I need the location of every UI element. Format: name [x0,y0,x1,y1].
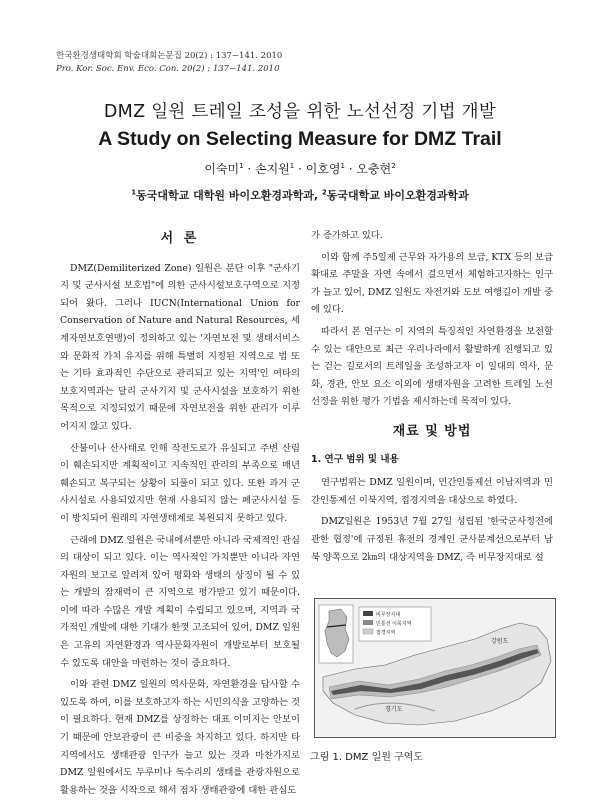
figure-caption [0,748,600,763]
legend-item-2: 민통선 이북지역 [376,621,412,627]
inset-map [319,605,353,663]
section-heading-introduction: 서 론 [160,231,200,246]
map-legend [359,607,431,641]
author-list: 이숙미$^1$ · 손지원$^1$ · 이호영$^1$ · 오충현$^2$ [204,162,396,176]
author-2-sup: 1 [289,162,295,170]
author-1: 이숙미 [204,162,240,176]
author-4-sup: 2 [391,162,396,170]
paragraph: DMZ일원은 1953년 7월 27일 성립된 '한국군사정전에 관한 협정'에 규정된 휴전의 경계인 군사분계선으로부터 남북 양쪽으로 2㎞의 대상지역을 DMZ, 즉 비무장지대로 설 [311,516,553,563]
affiliation-1: 동국대학교 대학원 바이오환경과학과, [136,189,322,202]
affiliation: $^1$동국대학교 대학원 바이오환경과학과, $^2$동국대학교 바이오환경과학과 [131,188,469,202]
subsection-heading: 1. 연구 범위 및 내용 [311,453,399,465]
paragraph: DMZ(Demiliterized Zone) 일원은 분단 이후 "군사기지 및 군사시설 보호법"에 의한 군사시설보호구역으로 지정되어 왔다. 그러나 IUCN(International Union for Conservation of Nature and Natural Resources, 세계자연보호연맹)이 정의하고 있는 '자연보전 및 생태서비스와 문화적 가치 유지를 위해 특별히 지정된 지역으로 법 또는 기타 효과적인 수단으로 관리되고 있는 지역'인 여타의 보호지역과는 달리 군사기지 및 군사시설을 보호하기 위한 목적으로 지정되었기 때문에 자연보전을 위한 관리가 이루어지지 않고 있다. [60,262,300,432]
right-column [311,227,553,570]
author-2: 손지원 [255,162,290,176]
paragraph: 이와 관련 DMZ 일원의 역사문화, 자연환경을 답사할 수 있도록 하여, 이를 보호하고자 하는 시민의식을 고양하는 것이 필요하다. 현재 DMZ를 상징하는 대표 이미지는 안보이기 때문에 안보관광이 큰 비중을 차지하고 있다. 하지만 타 지역에서도 생태관광 인구가 늘고 있는 것과 마찬가지로 DMZ 일원에서도 두루미나 독수리의 생태를 관광자원으로 활용하는 것을 시작으로 해서 점차 생태관광에 대한 관심도 [60,679,300,796]
figure-caption-text: 그림 1. DMZ 일원 구역도 [310,752,424,763]
author-4: 오충현 [356,162,392,176]
left-column [60,226,300,803]
paper-title-en: A Study on Selecting Measure for DMZ Trail [98,128,502,150]
section-heading-methods: 재료 및 방법 [392,423,472,439]
legend-item-3: 접경지역 [376,630,396,636]
paragraph: 따라서 본 연구는 이 지역의 특징적인 자연환경을 보전할 수 있는 대안으로 최근 우리나라에서 활발하게 진행되고 있는 걷는 길로서의 트레일을 조성하고자 이 일대의 역사, 문화, 경관, 안보 요소 이외에 생태자원을 고려한 트레일 노선 선정을 위한 평가 기법을 제시하는데 목적이 있다. [311,325,553,408]
region-label-gyeonggi: 경기도 [385,706,403,713]
author-1-sup: 1 [239,162,244,170]
author-3: 이호영 [305,162,341,176]
figure-dmz-map [314,598,556,738]
paragraph: 가 증가하고 있다. [311,230,383,241]
dmz-map-graphic [315,599,555,737]
paragraph: 연구범위는 DMZ 일원이며, 민간인통제선 이남지역과 민간인통제선 이북지역, 접경지역을 대상으로 하였다. [311,477,553,506]
journal-en: Pro. Kor. Soc. Env. Eco. Con. 20(2) : 137~141. 2010 [56,64,280,74]
paragraph: 이와 함께 주5일제 근무와 자가용의 보급, KTX 등의 보급 확대로 주말을 자연 속에서 걸으면서 체험하고자하는 인구가 늘고 있어, DMZ 일원도 자전거와 도보 여행길이 개발 중에 있다. [311,251,553,316]
region-label-gangwon: 강원도 [491,638,509,645]
journal-header [56,50,282,76]
author-3-sup: 1 [340,162,345,170]
legend-item-1: 비무장지대 [376,612,401,618]
paragraph: 근래에 DMZ 일원은 국내에서뿐만 아니라 국제적인 관심의 대상이 되고 있다. 이는 역사적인 가치뿐만 아니라 자연자원의 보고로 알려져 있어 평화와 생태의 상징이 될 수 있는 개발의 잠재력이 큰 지역으로 평가받고 있기 때문이다. 이에 따라 수많은 개발 계획이 수립되고 있으며, 지역과 국가적인 개발에 대한 기대가 한껏 고조되어 있어, DMZ 일원은 고유의 자연환경과 역사문화자원이 개발로부터 보호될 수 있도록 대안을 마련하는 것이 중요하다. [60,534,300,669]
affiliation-2: 동국대학교 바이오환경과학과 [326,189,469,202]
journal-ko: 한국환경생태학회 학술대회논문집 20(2) : 137~141. 2010 [56,51,283,61]
paper-title-ko: DMZ 일원 트레일 조성을 위한 노선선정 기법 개발 [103,102,497,122]
paragraph: 산불이나 산사태로 인해 작전도로가 유실되고 주변 산림이 훼손되지만 계획적이고 지속적인 관리의 부족으로 매년 훼손되고 복구되는 상황이 되풀이 되고 있다. 또한 과거 군사시설로 사용되었지만 현재 사용되지 않는 폐군사시설 등이 방치되어 원래의 자연생태계로 복원되지 못하고 있다. [60,442,300,524]
